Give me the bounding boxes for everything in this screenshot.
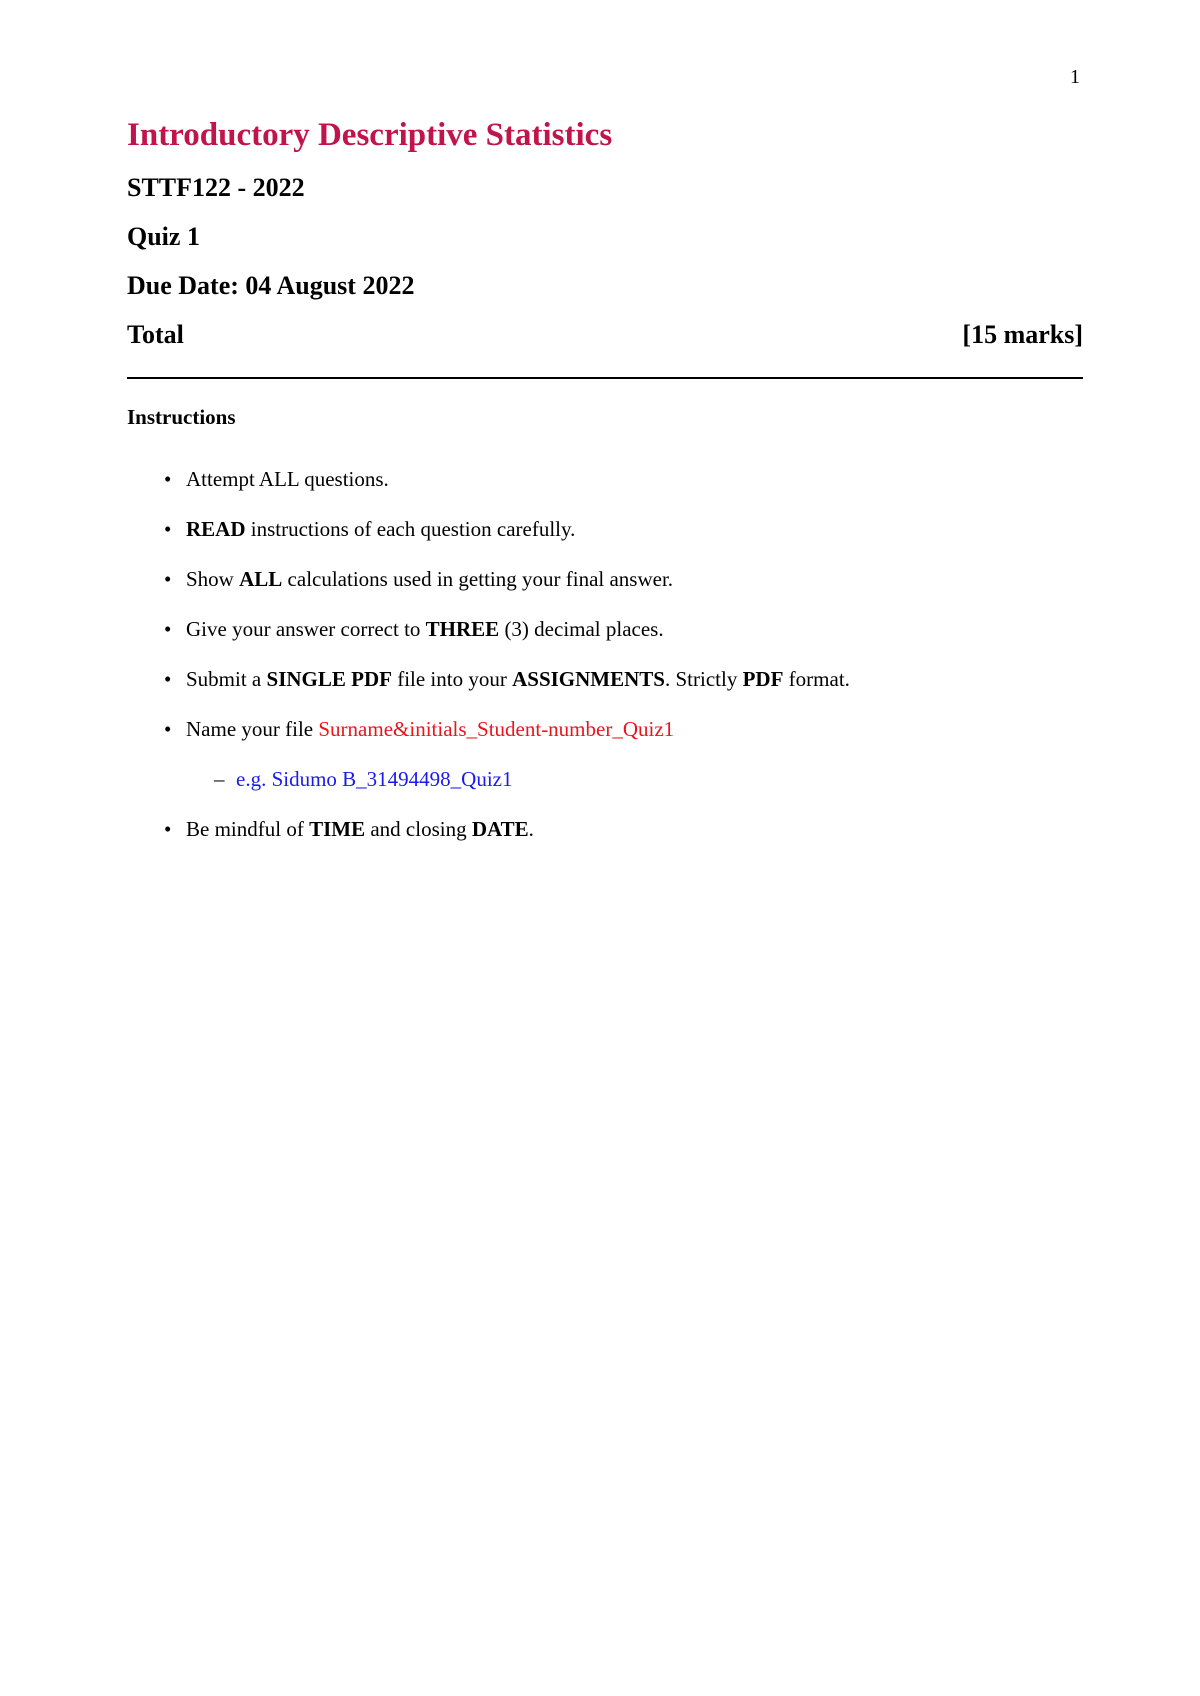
instruction-text: Attempt ALL questions.	[186, 467, 389, 491]
bullet-marker: •	[164, 817, 172, 841]
bullet-marker: •	[164, 467, 172, 491]
page-number: 1	[1070, 66, 1080, 88]
instruction-item	[127, 817, 1083, 867]
emphasis-text: THREE	[425, 617, 500, 641]
instruction-subitem	[127, 767, 1083, 817]
instruction-text: instructions of each question carefully.	[245, 517, 576, 541]
total-row	[127, 319, 1083, 350]
bullet-marker: •	[164, 667, 172, 691]
bullet-marker: •	[164, 617, 172, 641]
course-code: STTF122 - 2022	[127, 173, 305, 202]
total-label: Total	[127, 320, 184, 349]
emphasis-text: SINGLE PDF	[266, 667, 392, 691]
emphasis-text: PDF	[742, 667, 784, 691]
emphasis-text: DATE	[471, 817, 529, 841]
instructions-list	[127, 467, 1083, 867]
instruction-text: Be mindful of	[186, 817, 310, 841]
filename-example: e.g. Sidumo B_31494498_Quiz1	[236, 767, 513, 791]
instruction-item	[127, 617, 1083, 667]
instruction-text: format.	[783, 667, 850, 691]
quiz-label: Quiz 1	[127, 222, 200, 251]
instruction-text: .	[528, 817, 534, 841]
bullet-marker: •	[164, 567, 172, 591]
instruction-text: Show	[186, 567, 240, 591]
instruction-text: Submit a	[186, 667, 267, 691]
emphasis-text: ALL	[239, 567, 283, 591]
instruction-item	[127, 467, 1083, 517]
instruction-text: file into your	[391, 667, 513, 691]
filename-format: Surname&initials_Student-number_Quiz1	[318, 717, 675, 741]
bullet-marker: •	[164, 717, 172, 741]
document-title: Introductory Descriptive Statistics	[127, 117, 613, 153]
emphasis-text: ASSIGNMENTS	[512, 667, 665, 691]
instruction-item	[127, 667, 1083, 717]
instruction-text: (3) decimal places.	[499, 617, 664, 641]
dash-marker: –	[214, 767, 225, 791]
instruction-item	[127, 517, 1083, 567]
total-marks: [15 marks]	[962, 320, 1083, 349]
instruction-text: . Strictly	[665, 667, 743, 691]
instruction-text: and closing	[365, 817, 472, 841]
instruction-text: Name your file	[186, 717, 319, 741]
instruction-item	[127, 567, 1083, 617]
bullet-marker: •	[164, 517, 172, 541]
instructions-heading: Instructions	[127, 405, 236, 429]
horizontal-rule	[127, 377, 1083, 379]
due-date: Due Date: 04 August 2022	[127, 271, 415, 300]
instruction-item	[127, 717, 1083, 767]
instruction-text: calculations used in getting your final answer.	[282, 567, 674, 591]
emphasis-text: READ	[186, 517, 246, 541]
instruction-text: Give your answer correct to	[186, 617, 426, 641]
emphasis-text: TIME	[309, 817, 366, 841]
